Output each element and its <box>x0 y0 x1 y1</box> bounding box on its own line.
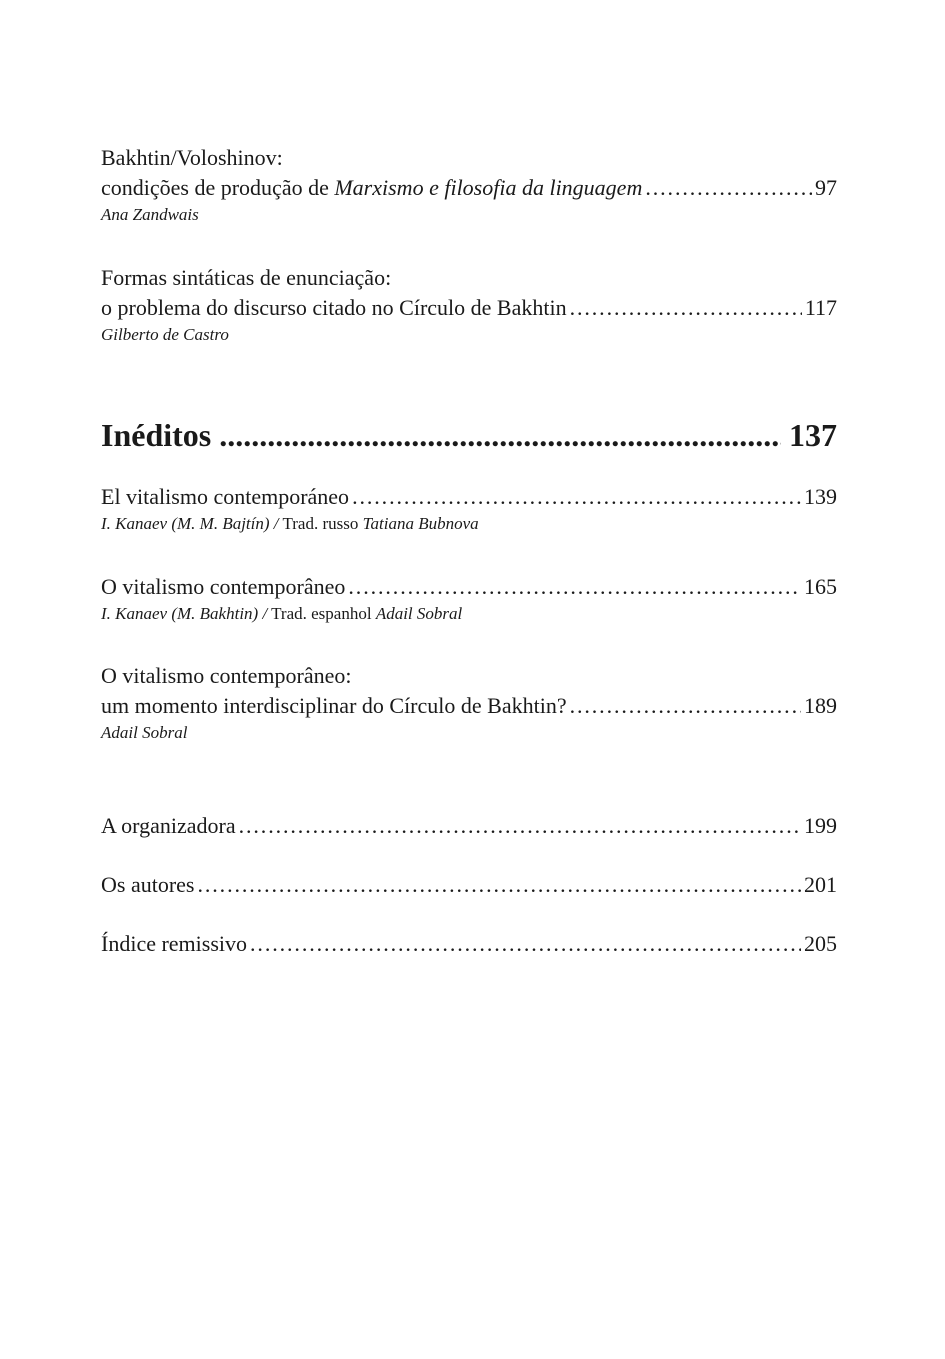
entry-title-line <box>101 482 837 512</box>
entry-author: Ana Zandwais <box>101 205 199 224</box>
translator: Adail Sobral <box>375 604 463 623</box>
page-number: 189 <box>804 693 837 718</box>
entry-author: Gilberto de Castro <box>101 325 229 344</box>
entry-title-line <box>101 661 837 691</box>
dot-leader <box>352 482 801 512</box>
page-number: 199 <box>804 813 837 838</box>
dot-leader <box>250 929 801 959</box>
toc-entry-organizadora <box>101 811 837 841</box>
dot-leader <box>239 811 801 841</box>
page-number: 137 <box>789 417 837 453</box>
entry-title: Formas sintáticas de enunciação: <box>101 265 392 290</box>
page-number: 165 <box>804 574 837 599</box>
page-number: 201 <box>804 872 837 897</box>
entry-title: El vitalismo contemporáneo <box>101 484 350 509</box>
toc-entry-momento-interdisciplinar <box>101 661 837 745</box>
entry-title-line <box>101 691 837 721</box>
entry-title: A organizadora <box>101 813 236 838</box>
page-number: 97 <box>815 175 837 200</box>
entry-title: condições de produção de Marxismo e filosofia da linguagem <box>101 175 643 200</box>
book-title: Marxismo e filosofia da linguagem <box>334 175 643 200</box>
dot-leader <box>570 293 802 323</box>
toc-entry-bakhtin-voloshinov <box>101 143 837 227</box>
dot-leader <box>219 415 781 455</box>
toc-entry-indice <box>101 929 837 959</box>
toc-entry-o-vitalismo <box>101 572 837 626</box>
entry-author: Adail Sobral <box>101 723 188 742</box>
section-heading-ineditos <box>101 415 837 455</box>
entry-author: I. Kanaev (M. M. Bajtín) / Trad. russo Tatiana Bubnova <box>101 514 479 533</box>
entry-title: O vitalismo contemporâneo: <box>101 663 352 688</box>
dot-leader <box>197 870 801 900</box>
entry-title: Índice remissivo <box>101 931 248 956</box>
entry-author: I. Kanaev (M. Bakhtin) / Trad. espanhol Adail Sobral <box>101 604 463 623</box>
page-number: 205 <box>804 931 837 956</box>
entry-title-line <box>101 143 837 173</box>
toc-entry-autores <box>101 870 837 900</box>
entry-title: o problema do discurso citado no Círculo de Bakhtin <box>101 295 567 320</box>
entry-title: Os autores <box>101 872 195 897</box>
entry-title: O vitalismo contemporâneo <box>101 574 346 599</box>
dot-leader <box>645 173 812 203</box>
entry-title: um momento interdisciplinar do Círculo de Bakhtin? <box>101 693 567 718</box>
page-number: 139 <box>804 484 837 509</box>
dot-leader <box>348 572 801 602</box>
entry-title: Bakhtin/Voloshinov: <box>101 145 283 170</box>
entry-title-line <box>101 293 837 323</box>
section-title: Inéditos <box>101 417 212 453</box>
page-number: 117 <box>804 295 837 320</box>
toc-entry-formas-sintaticas <box>101 263 837 347</box>
entry-title-line <box>101 263 837 293</box>
entry-title-line <box>101 173 837 203</box>
toc-entry-el-vitalismo <box>101 482 837 536</box>
translator: Tatiana Bubnova <box>362 514 479 533</box>
entry-title-line <box>101 572 837 602</box>
dot-leader <box>570 691 801 721</box>
